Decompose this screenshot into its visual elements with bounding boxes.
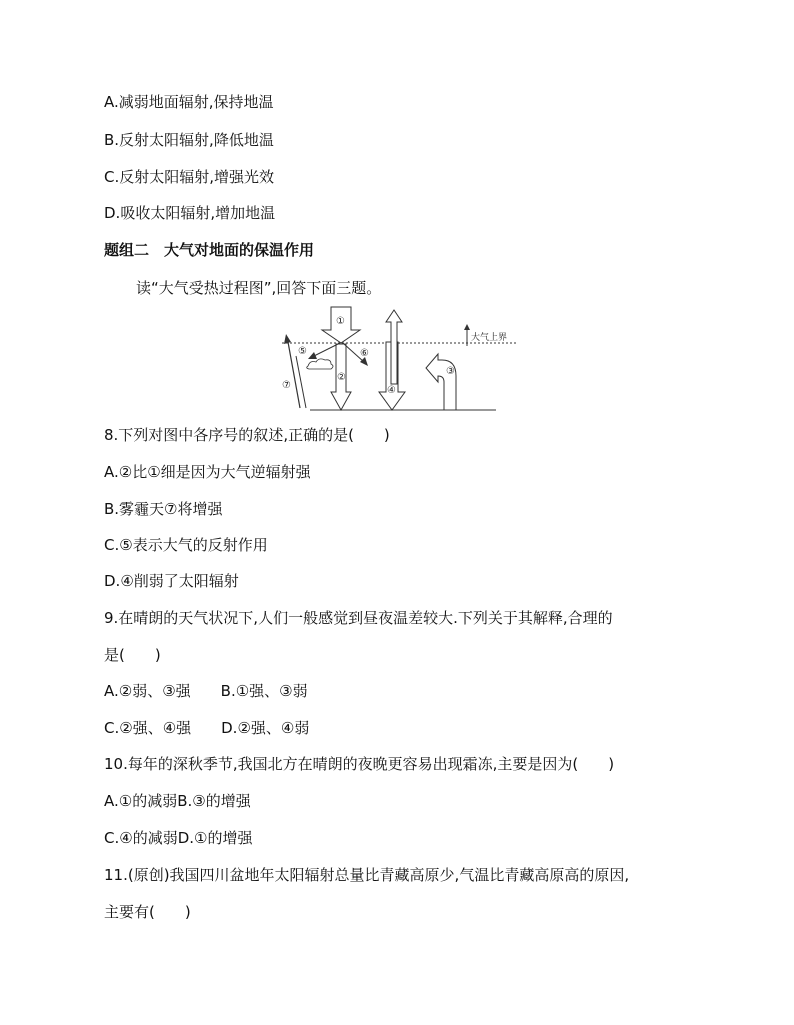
q10-options-row1: A.①的减弱B.③的增强	[104, 792, 251, 810]
atmosphere-heating-diagram	[280, 304, 530, 416]
q7-option-c: C.反射太阳辐射,增强光效	[104, 168, 275, 186]
q9-options-row1: A.②弱、③强 B.①强、③弱	[104, 682, 308, 700]
marker-1: ①	[336, 316, 345, 327]
q11-stem-line2: 主要有( )	[104, 903, 191, 921]
q7-option-a: A.减弱地面辐射,保持地温	[104, 93, 274, 111]
q9-stem-line2: 是( )	[104, 646, 161, 664]
marker-7: ⑦	[282, 380, 291, 391]
q8-option-a: A.②比①细是因为大气逆辐射强	[104, 463, 311, 481]
arrow-3	[426, 354, 456, 410]
q9-options-row2: C.②强、④强 D.②强、④弱	[104, 719, 310, 737]
marker-2: ②	[337, 372, 346, 383]
arrow-small-up	[464, 324, 470, 330]
q7-option-b: B.反射太阳辐射,降低地温	[104, 131, 274, 149]
intro-text: 读“大气受热过程图”,回答下面三题。	[136, 279, 382, 297]
marker-6: ⑥	[360, 348, 369, 359]
marker-4: ④	[387, 385, 396, 396]
arrow-5	[314, 344, 338, 356]
q8-option-c: C.⑤表示大气的反射作用	[104, 536, 268, 554]
section-title: 题组二 大气对地面的保温作用	[104, 241, 315, 259]
q8-stem: 8.下列对图中各序号的叙述,正确的是( )	[104, 426, 390, 444]
top-of-atmosphere-label: 大气上界	[471, 333, 508, 343]
marker-3: ③	[446, 366, 455, 377]
marker-5: ⑤	[298, 346, 307, 357]
q7-option-d: D.吸收太阳辐射,增加地温	[104, 204, 276, 222]
q11-stem-line1: 11.(原创)我国四川盆地年太阳辐射总量比青藏高原少,气温比青藏高原高的原因,	[104, 866, 630, 884]
q8-option-b: B.雾霾天⑦将增强	[104, 500, 223, 518]
cloud-icon	[307, 359, 333, 369]
q10-options-row2: C.④的减弱D.①的增强	[104, 829, 253, 847]
q10-stem: 10.每年的深秋季节,我国北方在晴朗的夜晚更容易出现霜冻,主要是因为( )	[104, 755, 615, 773]
q8-option-d: D.④削弱了太阳辐射	[104, 572, 239, 590]
q9-stem-line1: 9.在晴朗的天气状况下,人们一般感觉到昼夜温差较大.下列关于其解释,合理的	[104, 609, 613, 627]
